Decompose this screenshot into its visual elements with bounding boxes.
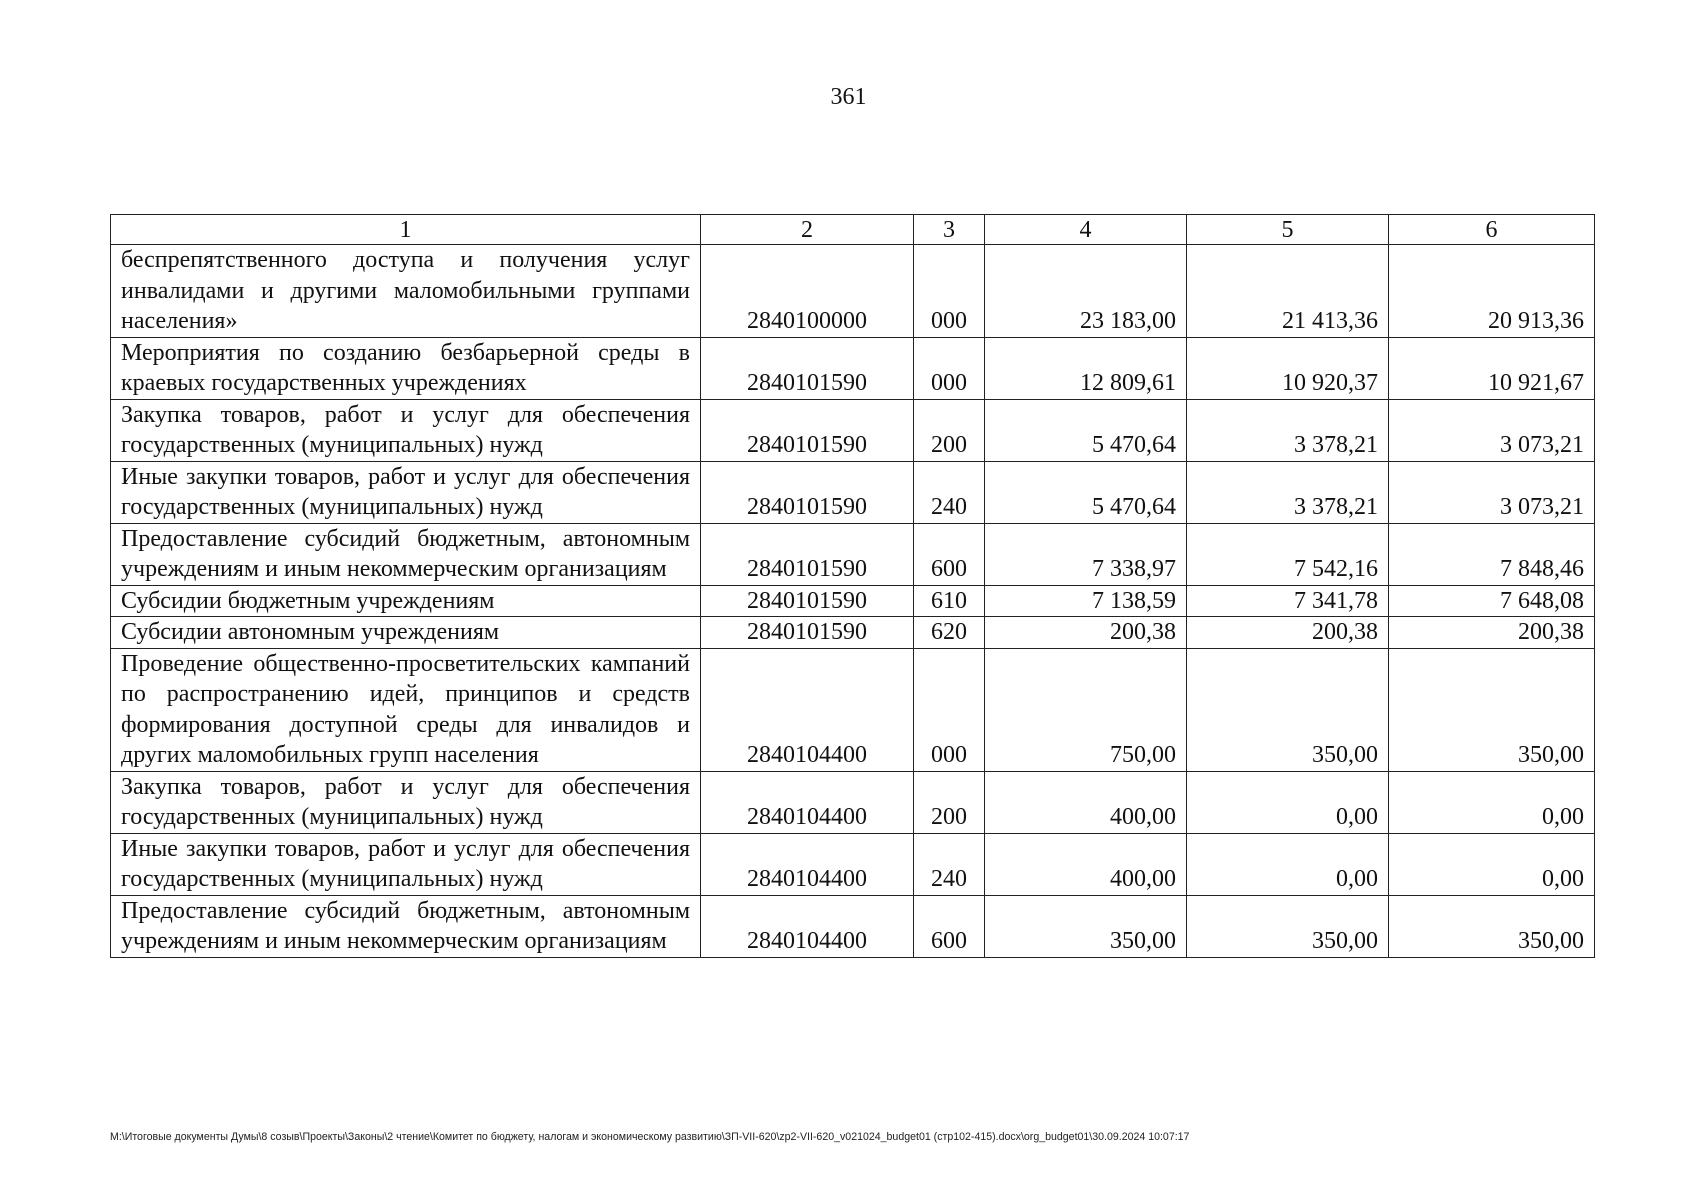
expense-type-code-cell: 200 <box>914 771 985 833</box>
target-article-code-cell: 2840104400 <box>701 648 914 771</box>
amount-col6-cell: 200,38 <box>1389 617 1595 649</box>
expense-name-cell: Закупка товаров, работ и услуг для обеспечения государственных (муниципальных) нужд <box>111 399 701 461</box>
amount-col6-cell: 350,00 <box>1389 648 1595 771</box>
column-number-3: 3 <box>914 215 985 245</box>
amount-col5-cell: 0,00 <box>1187 833 1389 895</box>
table-row <box>111 399 1595 461</box>
target-article-code-cell: 2840101590 <box>701 617 914 649</box>
amount-col5-cell: 21 413,36 <box>1187 245 1389 338</box>
amount-col5-cell: 10 920,37 <box>1187 337 1389 399</box>
expense-name-cell: Субсидии бюджетным учреждениям <box>111 585 701 617</box>
expense-type-code-cell: 620 <box>914 617 985 649</box>
amount-col4-cell: 750,00 <box>985 648 1187 771</box>
expense-name-cell: Субсидии автономным учреждениям <box>111 617 701 649</box>
amount-col5-cell: 200,38 <box>1187 617 1389 649</box>
expense-type-code-cell: 610 <box>914 585 985 617</box>
table-row <box>111 617 1595 649</box>
column-number-4: 4 <box>985 215 1187 245</box>
amount-col4-cell: 350,00 <box>985 895 1187 957</box>
column-number-6: 6 <box>1389 215 1595 245</box>
amount-col6-cell: 0,00 <box>1389 833 1595 895</box>
expense-name-cell: Предоставление субсидий бюджетным, автономным учреждениям и иным некоммерческим организациям <box>111 895 701 957</box>
expense-type-code-cell: 000 <box>914 648 985 771</box>
amount-col6-cell: 350,00 <box>1389 895 1595 957</box>
table-row <box>111 895 1595 957</box>
expense-name-cell: Иные закупки товаров, работ и услуг для обеспечения государственных (муниципальных) нужд <box>111 461 701 523</box>
target-article-code-cell: 2840101590 <box>701 585 914 617</box>
expense-name-cell: Мероприятия по созданию безбарьерной среды в краевых государственных учреждениях <box>111 337 701 399</box>
table-row <box>111 523 1595 585</box>
target-article-code-cell: 2840104400 <box>701 895 914 957</box>
amount-col6-cell: 3 073,21 <box>1389 461 1595 523</box>
amount-col5-cell: 350,00 <box>1187 895 1389 957</box>
page-number: 361 <box>830 84 867 110</box>
amount-col6-cell: 20 913,36 <box>1389 245 1595 338</box>
amount-col5-cell: 0,00 <box>1187 771 1389 833</box>
amount-col4-cell: 23 183,00 <box>985 245 1187 338</box>
expense-name-cell: Закупка товаров, работ и услуг для обеспечения государственных (муниципальных) нужд <box>111 771 701 833</box>
amount-col5-cell: 3 378,21 <box>1187 399 1389 461</box>
target-article-code-cell: 2840100000 <box>701 245 914 338</box>
expense-type-code-cell: 600 <box>914 895 985 957</box>
amount-col6-cell: 7 848,46 <box>1389 523 1595 585</box>
amount-col5-cell: 3 378,21 <box>1187 461 1389 523</box>
column-number-row <box>111 215 1595 245</box>
table-row <box>111 771 1595 833</box>
table-row <box>111 585 1595 617</box>
expense-type-code-cell: 600 <box>914 523 985 585</box>
amount-col4-cell: 7 338,97 <box>985 523 1187 585</box>
expense-type-code-cell: 240 <box>914 833 985 895</box>
table-row <box>111 648 1595 771</box>
column-number-1: 1 <box>111 215 701 245</box>
amount-col6-cell: 3 073,21 <box>1389 399 1595 461</box>
amount-col4-cell: 5 470,64 <box>985 461 1187 523</box>
amount-col5-cell: 350,00 <box>1187 648 1389 771</box>
amount-col6-cell: 0,00 <box>1389 771 1595 833</box>
expense-name-cell: Иные закупки товаров, работ и услуг для обеспечения государственных (муниципальных) нужд <box>111 833 701 895</box>
target-article-code-cell: 2840101590 <box>701 337 914 399</box>
footer-file-path: M:\Итоговые документы Думы\8 созыв\Проекты\Законы\2 чтение\Комитет по бюджету, налогам и экономическому развитию\ЗП-VII-620\zp2-VII-620_v021024_budget01 (стр102-415).docx\org_budget01\30.09.2024 10:07:17 <box>110 1131 1190 1143</box>
table-row <box>111 337 1595 399</box>
table-row <box>111 245 1595 338</box>
target-article-code-cell: 2840101590 <box>701 399 914 461</box>
amount-col5-cell: 7 341,78 <box>1187 585 1389 617</box>
expense-name-cell: беспрепятственного доступа и получения услуг инвалидами и другими маломобильными группами населения» <box>111 245 701 338</box>
amount-col4-cell: 12 809,61 <box>985 337 1187 399</box>
amount-col4-cell: 200,38 <box>985 617 1187 649</box>
table-row <box>111 833 1595 895</box>
expense-name-cell: Проведение общественно-просветительских кампаний по распространению идей, принципов и средств формирования доступной среды для инвалидов и других маломобильных групп населения <box>111 648 701 771</box>
expense-type-code-cell: 200 <box>914 399 985 461</box>
amount-col4-cell: 5 470,64 <box>985 399 1187 461</box>
amount-col4-cell: 400,00 <box>985 771 1187 833</box>
amount-col4-cell: 7 138,59 <box>985 585 1187 617</box>
expense-type-code-cell: 240 <box>914 461 985 523</box>
target-article-code-cell: 2840101590 <box>701 523 914 585</box>
target-article-code-cell: 2840101590 <box>701 461 914 523</box>
amount-col4-cell: 400,00 <box>985 833 1187 895</box>
expense-type-code-cell: 000 <box>914 245 985 338</box>
expense-name-cell: Предоставление субсидий бюджетным, автономным учреждениям и иным некоммерческим организациям <box>111 523 701 585</box>
amount-col6-cell: 7 648,08 <box>1389 585 1595 617</box>
amount-col6-cell: 10 921,67 <box>1389 337 1595 399</box>
column-number-5: 5 <box>1187 215 1389 245</box>
target-article-code-cell: 2840104400 <box>701 771 914 833</box>
amount-col5-cell: 7 542,16 <box>1187 523 1389 585</box>
expense-type-code-cell: 000 <box>914 337 985 399</box>
column-number-2: 2 <box>701 215 914 245</box>
table-row <box>111 461 1595 523</box>
budget-table <box>110 214 1595 958</box>
target-article-code-cell: 2840104400 <box>701 833 914 895</box>
